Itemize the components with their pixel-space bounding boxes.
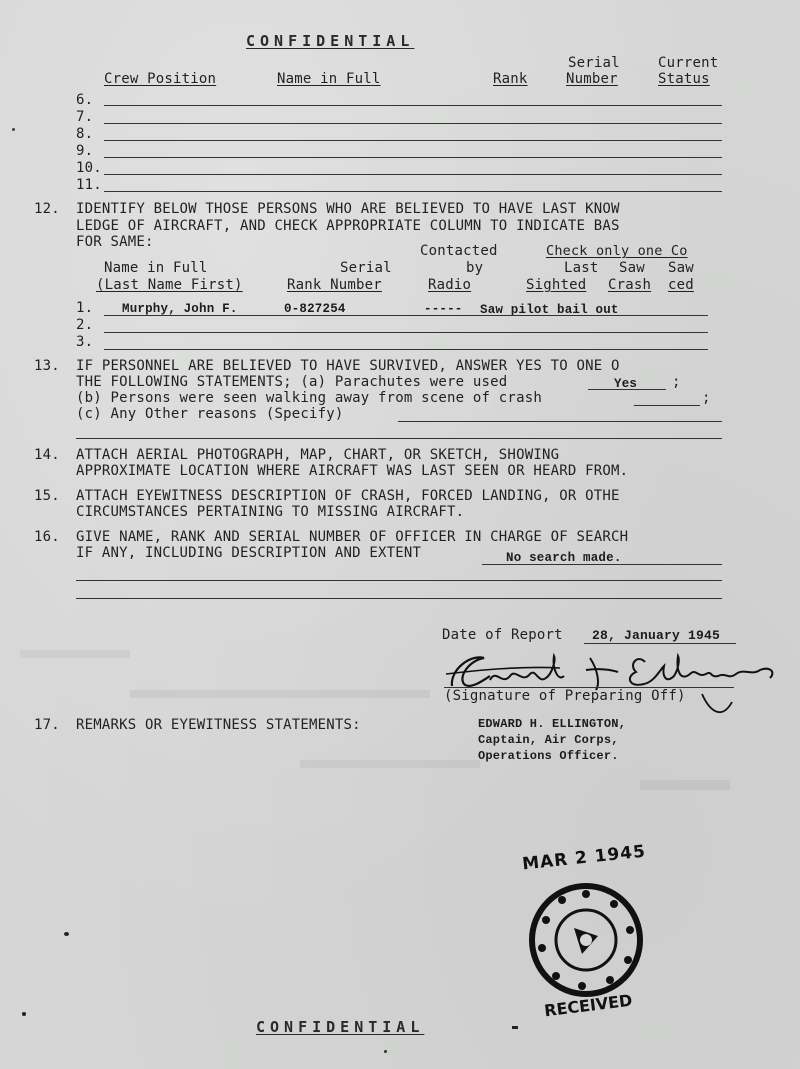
crew-row-number: 8. bbox=[76, 126, 94, 142]
bleed-through-mark bbox=[640, 780, 730, 790]
item13-text-line1: IF PERSONNEL ARE BELIEVED TO HAVE SURVIVED, ANSWER YES TO ONE O bbox=[76, 358, 620, 374]
crew-row-number: 11. bbox=[76, 177, 102, 193]
crew-row-line bbox=[104, 140, 722, 141]
item12-hdr-name: Name in Full bbox=[104, 260, 208, 276]
col-serial-line2: Number bbox=[566, 71, 618, 87]
item13-text-line3: (b) Persons were seen walking away from scene of crash bbox=[76, 390, 542, 406]
col-serial-line1: Serial bbox=[568, 55, 620, 71]
signer-title: Captain, Air Corps, bbox=[478, 733, 619, 747]
item16-extra-line bbox=[76, 580, 722, 581]
item12-row-line bbox=[104, 332, 708, 333]
signature-line bbox=[444, 687, 734, 688]
item12-hdr-rank-number: Rank Number bbox=[287, 277, 382, 293]
received-stamp-seal bbox=[526, 880, 646, 1000]
col-rank: Rank bbox=[493, 71, 528, 87]
bleed-through-mark bbox=[20, 650, 130, 658]
col-status-line2: Status bbox=[658, 71, 710, 87]
date-of-report-label: Date of Report bbox=[442, 627, 563, 643]
item16-answer-line bbox=[482, 564, 722, 565]
item12-hdr-sighted: Sighted bbox=[526, 277, 587, 293]
item12-text-line1: IDENTIFY BELOW THOSE PERSONS WHO ARE BELIEVED TO HAVE LAST KNOW bbox=[76, 201, 620, 217]
crew-row-number: 7. bbox=[76, 109, 94, 125]
received-stamp-date: MAR 2 1945 bbox=[521, 841, 647, 875]
item13-extra-line bbox=[76, 438, 722, 439]
col-name-in-full: Name in Full bbox=[277, 71, 381, 87]
crew-row-line bbox=[104, 157, 722, 158]
crew-row-line bbox=[104, 105, 722, 106]
signer-role: Operations Officer. bbox=[478, 749, 619, 763]
item17-number: 17. bbox=[34, 717, 60, 733]
crew-row-line bbox=[104, 174, 722, 175]
item16-text-line2: IF ANY, INCLUDING DESCRIPTION AND EXTENT bbox=[76, 545, 422, 561]
item15-text-line2: CIRCUMSTANCES PERTAINING TO MISSING AIRCRAFT. bbox=[76, 504, 465, 520]
item16-number: 16. bbox=[34, 529, 60, 545]
item12-hdr-saw1: Saw bbox=[619, 260, 645, 276]
item12-hdr-contacted: Contacted bbox=[420, 243, 498, 259]
item12-hdr-crash: Crash bbox=[608, 277, 652, 293]
crew-row-line bbox=[104, 191, 722, 192]
item16-extra-line bbox=[76, 598, 722, 599]
item12-number: 12. bbox=[34, 201, 60, 217]
bleed-through-mark bbox=[300, 760, 480, 768]
crew-row-number: 6. bbox=[76, 92, 94, 108]
speck bbox=[64, 932, 69, 936]
handwritten-signature bbox=[440, 640, 785, 720]
signer-name: EDWARD H. ELLINGTON, bbox=[478, 717, 627, 731]
confidential-footer: CONFIDENTIAL bbox=[256, 1018, 425, 1036]
item12-hdr-radio: Radio bbox=[428, 277, 472, 293]
item12-text-line2: LEDGE OF AIRCRAFT, AND CHECK APPROPRIATE COLUMN TO INDICATE BAS bbox=[76, 218, 620, 234]
item12-hdr-by: by bbox=[466, 260, 484, 276]
speck bbox=[384, 1050, 387, 1053]
item12-row-number: 1. bbox=[76, 300, 94, 316]
signature-label: (Signature of Preparing Off) bbox=[444, 688, 686, 704]
item13-number: 13. bbox=[34, 358, 60, 374]
item16-text-line1: GIVE NAME, RANK AND SERIAL NUMBER OF OFFICER IN CHARGE OF SEARCH bbox=[76, 529, 629, 545]
speck bbox=[22, 1012, 26, 1016]
item12-row-serial: 0-827254 bbox=[284, 302, 346, 316]
crew-row-number: 10. bbox=[76, 160, 102, 176]
item13-semicolon: ; bbox=[702, 390, 711, 406]
item12-hdr-ced: ced bbox=[668, 277, 694, 293]
item12-hdr-last: Last bbox=[564, 260, 599, 276]
col-status-line1: Current bbox=[658, 55, 719, 71]
item15-number: 15. bbox=[34, 488, 60, 504]
item14-text-line2: APPROXIMATE LOCATION WHERE AIRCRAFT WAS LAST SEEN OR HEARD FROM. bbox=[76, 463, 629, 479]
item14-text-line1: ATTACH AERIAL PHOTOGRAPH, MAP, CHART, OR SKETCH, SHOWING bbox=[76, 447, 560, 463]
item17-label: REMARKS OR EYEWITNESS STATEMENTS: bbox=[76, 717, 361, 733]
received-stamp-label: RECEIVED bbox=[543, 990, 634, 1021]
item12-row-note: Saw pilot bail out bbox=[480, 303, 619, 317]
bleed-through-mark bbox=[130, 690, 430, 698]
crew-row-number: 9. bbox=[76, 143, 94, 159]
speck bbox=[12, 128, 15, 131]
item16-answer: No search made. bbox=[506, 551, 622, 565]
item14-number: 14. bbox=[34, 447, 60, 463]
item12-row-line bbox=[104, 349, 708, 350]
item13-answer-a: Yes bbox=[614, 377, 638, 391]
item12-row-number: 3. bbox=[76, 334, 94, 350]
item12-row-number: 2. bbox=[76, 317, 94, 333]
item13-text-line2: THE FOLLOWING STATEMENTS; (a) Parachutes were used bbox=[76, 374, 508, 390]
item12-text-line3: FOR SAME: bbox=[76, 234, 154, 250]
item12-hdr-name-order: (Last Name First) bbox=[96, 277, 243, 293]
item13-text-line4: (c) Any Other reasons (Specify) bbox=[76, 406, 344, 422]
crew-row-line bbox=[104, 123, 722, 124]
item13-answer-b-line bbox=[634, 405, 700, 406]
item13-answer-c-line bbox=[398, 421, 722, 422]
date-of-report-value: 28, January 1945 bbox=[592, 628, 721, 643]
col-crew-position: Crew Position bbox=[104, 71, 217, 87]
item12-hdr-saw2: Saw bbox=[668, 260, 694, 276]
speck bbox=[512, 1026, 518, 1029]
item12-hdr-check: Check only one Co bbox=[546, 243, 688, 259]
item13-semicolon: ; bbox=[672, 374, 681, 390]
item15-text-line1: ATTACH EYEWITNESS DESCRIPTION OF CRASH, FORCED LANDING, OR OTHE bbox=[76, 488, 620, 504]
item12-row-name: Murphy, John F. bbox=[122, 302, 238, 316]
item12-row-radio: ----- bbox=[424, 302, 463, 316]
item12-hdr-serial: Serial bbox=[340, 260, 392, 276]
item12-row-line bbox=[104, 315, 708, 316]
confidential-header: CONFIDENTIAL bbox=[246, 32, 415, 50]
